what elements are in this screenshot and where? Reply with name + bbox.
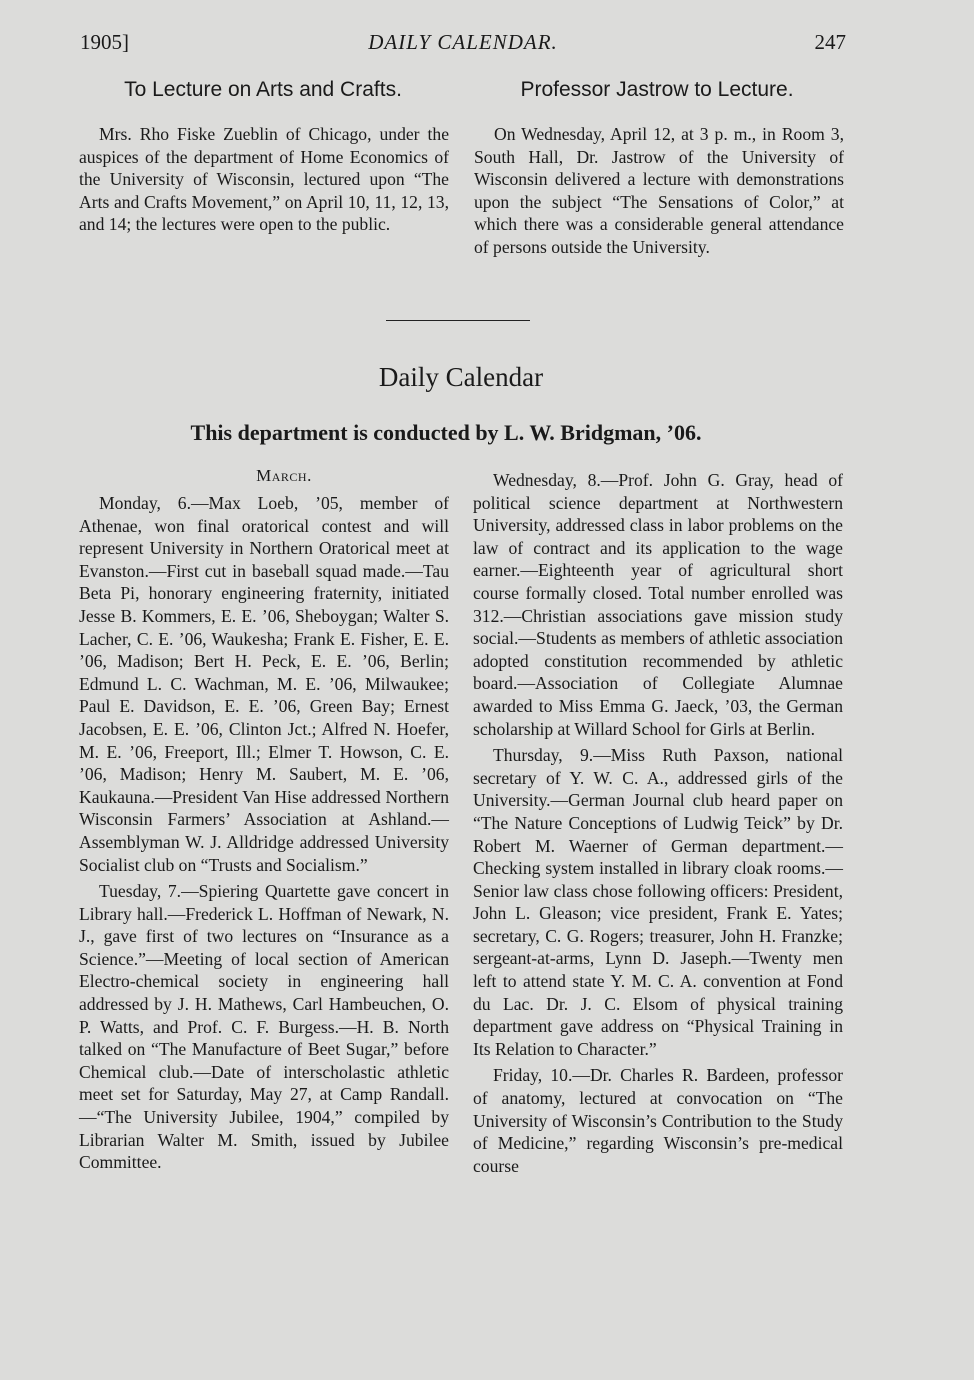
article-title-arts-crafts: To Lecture on Arts and Crafts. <box>124 78 402 101</box>
calendar-entry: Wednesday, 8.—Prof. John G. Gray, head of political science department at Northwestern University, addressed class in labor problems on the law of contract and its application to the wage earner.—Eighteenth year of agricultural short course formally closed. Total number enrolled was 312.—Christian associations gave mission study social.—Students as members of athletic association adopted constitution recommended by athletic board.—Association of Collegiate Alumnae awarded to Miss Emma G. Jaeck, ’03, the German scholarship at Willard School for Girls at Berlin. <box>473 470 843 739</box>
calendar-entry: Thursday, 9.—Miss Ruth Paxson, national secretary of Y. W. C. A., addressed girls of the University.—German Journal club heard paper on “The Nature Conceptions of Ludwig Teick” by Dr. Robert M. Waerner of German department.—Checking system installed in library cloak rooms.—Senior law class chose following officers: President, John L. Gleason; vice president, Frank E. Yates; secretary, C. G. Rogers; treasurer, John H. Franzke; sergeant-at-arms, Lynn D. Jaseph.—Twenty men left to attend state Y. M. C. A. convention at Fond du Lac. Dr. J. C. Elsom of physical training department gave address on “Physical Training in Its Relation to Character.” <box>473 745 843 1059</box>
calendar-right-column <box>473 469 843 1181</box>
daily-calendar-title: Daily Calendar <box>378 362 544 392</box>
article-title-jastrow: Professor Jastrow to Lecture. <box>520 78 794 101</box>
month-heading: March. <box>256 466 312 485</box>
calendar-entry: Monday, 6.—Max Loeb, ’05, member of Athenae, won final oratorical contest and will represent University in Northern Oratorical meet at Evanston.—First cut in baseball squad made.—Tau Beta Pi, honorary engineering fraternity, initiated Jesse B. Kommers, E. E. ’06, Sheboygan; Walter S. Lacher, C. E. ’06, Waukesha; Frank E. Fisher, E. E. ’06, Madison; Bert H. Peck, E. E. ’06, Berlin; Edmund L. C. Wachman, M. E. ’06, Milwaukee; Paul E. Davidson, E. E. ’06, Green Bay; Ernest Jacobsen, E. E. ’06, Clinton Jct.; Alfred N. Hoefer, M. E. ’06, Freeport, Ill.; Elmer T. Howson, C. E. ’06, Madison; Henry M. Saubert, M. E. ’06, Kaukauna.—President Van Hise addressed Northern Wisconsin Farmers’ Association at Ashland.—Assemblyman W. J. Alldridge addressed University Socialist club on “Trusts and Socialism.” <box>79 493 449 875</box>
article-body-arts-crafts: Mrs. Rho Fiske Zueblin of Chicago, under the auspices of the department of Home Economics of the University of Wisconsin, lectured upon “The Arts and Crafts Movement,” on April 10, 11, 12, 13, and 14; the lectures were open to the public. <box>79 124 449 235</box>
running-header <box>80 30 846 62</box>
page-number: 247 <box>814 30 846 54</box>
calendar-entry: Tuesday, 7.—Spiering Quartette gave concert in Library hall.—Frederick L. Hoffman of Newark, N. J., gave first of two lectures on “Insurance as a Science.”—Meeting of local section of American Electro-chemical society in engineering hall addressed by J. H. Mathews, Carl Hambeuchen, O. P. Watts, and Prof. C. F. Burgess.—H. B. North talked on “The Manufacture of Beet Sugar,” before Chemical club.—Date of interscholastic athletic meet set for Saturday, May 27, at Camp Randall.—“The University Jubilee, 1904,” compiled by Librarian Walter M. Smith, issued by Jubilee Committee. <box>79 881 449 1173</box>
calendar-entry: Friday, 10.—Dr. Charles R. Bardeen, professor of anatomy, lectured at convocation on “The University of Wisconsin’s Contribution to the Study of Medicine,” regarding Wisconsin’s pre-medical course <box>473 1065 843 1176</box>
daily-calendar-subtitle: This department is conducted by L. W. Bridgman, ’06. <box>190 420 702 445</box>
header-title: DAILY CALENDAR. <box>368 30 558 54</box>
header-year: 1905] <box>80 30 129 54</box>
calendar-left-column <box>79 466 449 1178</box>
section-divider <box>386 320 530 321</box>
article-body-jastrow: On Wednesday, April 12, at 3 p. m., in Room 3, South Hall, Dr. Jastrow of the University of Wisconsin delivered a lecture with demonstrations upon the subject “The Sensations of Color,” at which there was a considerable general attendance of persons outside the University. <box>474 124 844 257</box>
